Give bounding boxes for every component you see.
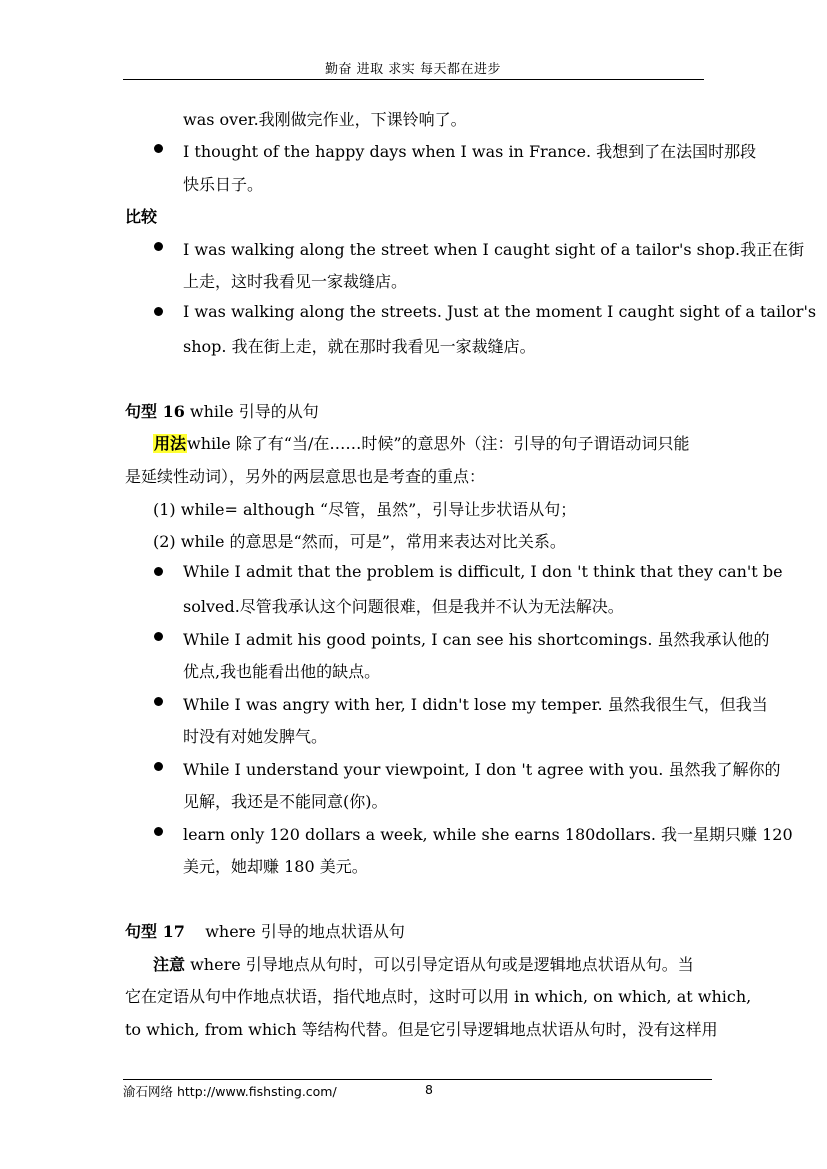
usage-text: while 除了有“当/在……时候”的意思外（注：引导的句子谓语动词只能	[187, 434, 690, 453]
bullet-icon	[154, 827, 163, 836]
bullet-icon	[154, 567, 163, 576]
header-divider	[123, 79, 704, 80]
example-line: 上走，这时我看见一家裁缝店。	[183, 272, 408, 291]
example-line: I was walking along the streets. Just at the moment I caught sight of a tailor's	[183, 302, 817, 321]
example-line: learn only 120 dollars a week, while she earns 180dollars. 我一星期只赚 120	[183, 825, 793, 844]
example-line: shop. 我在街上走，就在那时我看见一家裁缝店。	[183, 337, 536, 356]
example-line: While I admit his good points, I can see his shortcomings. 虽然我承认他的	[183, 630, 770, 649]
example-line: 优点,我也能看出他的缺点。	[183, 662, 381, 681]
note-label: 注意	[153, 955, 186, 974]
note-line: 它在定语从句中作地点状语，指代地点时，这时可以用 in which, on which, at which,	[125, 987, 752, 1006]
bullet-icon	[154, 242, 163, 251]
heading-text: while 引导的从句	[184, 402, 319, 421]
footer-source: 渝石网络 http://www.fishsting.com/	[123, 1084, 337, 1099]
example-line: 快乐日子。	[183, 175, 264, 194]
bullet-icon	[154, 144, 163, 153]
bullet-icon	[154, 632, 163, 641]
page-header: 勤奋 进取 求实 每天都在进步	[325, 62, 501, 77]
usage-label: 用法	[154, 434, 187, 453]
example-line: 美元，她却赚 180 美元。	[183, 857, 368, 876]
page-number: 8	[425, 1082, 433, 1097]
example-line: While I understand your viewpoint, I don 't agree with you. 虽然我了解你的	[183, 760, 781, 779]
example-line: While I admit that the problem is difficult, I don 't think that they can't be	[183, 562, 783, 581]
example-line: 见解，我还是不能同意(你)。	[183, 792, 388, 811]
example-line: I thought of the happy days when I was in France. 我想到了在法国时那段	[183, 142, 757, 161]
bullet-icon	[154, 762, 163, 771]
example-line: I was walking along the street when I caught sight of a tailor's shop.我正在街	[183, 240, 805, 259]
bullet-icon	[154, 697, 163, 706]
continued-line: was over.我刚做完作业，下课铃响了。	[183, 110, 467, 129]
heading-number: 句型 17	[125, 922, 185, 941]
example-line: 时没有对她发脾气。	[183, 727, 328, 746]
heading-number: 句型 16	[125, 402, 185, 421]
example-line: solved.尽管我承认这个问题很难，但是我并不认为无法解决。	[183, 597, 624, 616]
section-heading-16	[125, 399, 319, 422]
note-line	[153, 952, 694, 975]
meaning-item: (1) while= although “尽管，虽然”，引导让步状语从句；	[153, 500, 577, 519]
meaning-item: (2) while 的意思是“然而，可是”，常用来表达对比关系。	[153, 532, 566, 551]
note-text: where 引导地点从句时，可以引导定语从句或是逻辑地点状语从句。当	[185, 955, 694, 974]
bullet-icon	[154, 307, 163, 316]
heading-text: where 引导的地点状语从句	[184, 922, 405, 941]
usage-line	[153, 431, 690, 454]
example-line: While I was angry with her, I didn't lose my temper. 虽然我很生气，但我当	[183, 695, 768, 714]
usage-line: 是延续性动词），另外的两层意思也是考查的重点：	[125, 467, 486, 486]
compare-heading: 比较	[125, 207, 158, 226]
section-heading-17	[125, 919, 405, 942]
footer-divider	[123, 1079, 712, 1080]
note-line: to which, from which 等结构代替。但是它引导逻辑地点状语从句时，没有这样用	[125, 1020, 718, 1039]
